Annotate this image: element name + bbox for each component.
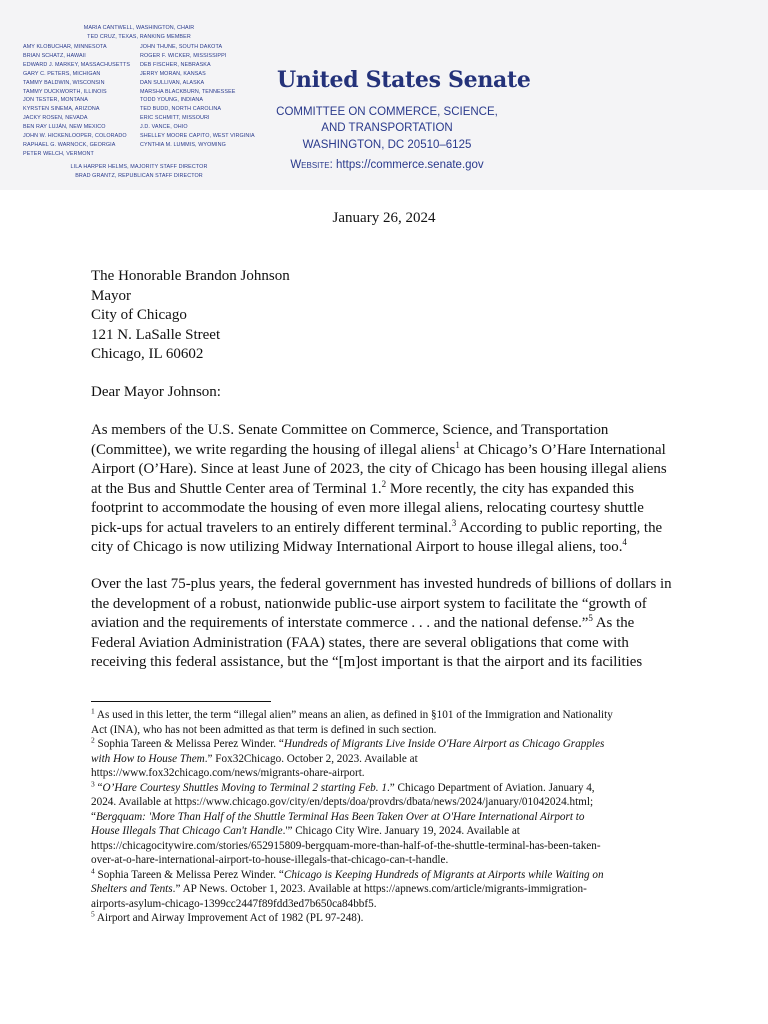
- address-line: City of Chicago: [91, 307, 187, 323]
- article-title: House Illegals That Chicago Can't Handle: [91, 825, 283, 837]
- member-name: TODD YOUNG, INDIANA: [140, 97, 204, 104]
- text-line: [91, 519, 691, 539]
- staff-directors: [0, 163, 278, 181]
- article-title: O’Hare Courtesy Shuttles Moving to Terminal 2 starting Feb. 1: [102, 781, 387, 794]
- body-paragraph-1: [91, 421, 691, 558]
- member-name: ERIC SCHMITT, MISSOURI: [140, 115, 210, 122]
- member-name: TED BUDD, NORTH CAROLINA: [140, 106, 222, 113]
- member-name: JACKY ROSEN, NEVADA: [23, 115, 88, 122]
- member-name: EDWARD J. MARKEY, MASSACHUSETTS: [23, 61, 131, 68]
- footnote-ref: 5: [588, 613, 593, 624]
- text-segment: “: [94, 781, 103, 794]
- article-title: with How to House Them: [91, 752, 205, 765]
- recipient-address: [91, 267, 290, 365]
- committee-line-1: COMMITTEE ON COMMERCE, SCIENCE,: [276, 106, 498, 118]
- text-segment: As used in this letter, the term “illegal alien” means an alien, as defined in §101 of the Immigration and Nationality: [94, 709, 613, 721]
- member-name: MARSHA BLACKBURN, TENNESSEE: [140, 88, 236, 95]
- text-segment: at the Bus and Shuttle Center area of Terminal 1.: [91, 480, 382, 497]
- member-name: JOHN THUNE, SOUTH DAKOTA: [140, 44, 223, 50]
- address-line: Mayor: [91, 287, 131, 304]
- member-name: J.D. VANCE, OHIO: [140, 124, 188, 131]
- member-name: TAMMY DUCKWORTH, ILLINOIS: [23, 88, 107, 95]
- footnote-line: [91, 882, 691, 897]
- footnote-ref: 4: [622, 537, 627, 548]
- text-segment: According to public reporting, the: [456, 519, 663, 536]
- member-name: TAMMY BALDWIN, WISCONSIN: [23, 79, 105, 86]
- website-label: Website:: [290, 159, 333, 171]
- member-name: AMY KLOBUCHAR, MINNESOTA: [23, 44, 107, 50]
- article-title: Hundreds of Migrants Live Inside O'Hare Airport as Chicago Grapples: [283, 738, 605, 750]
- footnote-line: [91, 778, 691, 796]
- text-line: Over the last 75-plus years, the federal government has invested hundreds of billions of dollars in: [91, 576, 672, 592]
- footnote-link[interactable]: airports-asylum-chicago-1399cc2447f89fdd3ed7b650ca84bbf5.: [91, 897, 377, 910]
- article-title: Bergquam: 'More Than Half of the Shuttle Terminal Has Been Taken Over at O'Hare International Airport to: [95, 810, 585, 823]
- letter-date: January 26, 2024: [332, 210, 436, 226]
- text-segment: at Chicago’s O’Hare International: [459, 441, 666, 458]
- text-line: receiving this federal assistance, but the “[m]ost important is that the airport and its facilities: [91, 654, 643, 670]
- text-segment: .” Chicago Department of Aviation. January 4,: [386, 781, 595, 794]
- address-line: 121 N. LaSalle Street: [91, 326, 221, 343]
- footnote-line: [91, 708, 691, 723]
- footnote-number: 3: [91, 778, 95, 788]
- footnote-divider: [91, 701, 271, 702]
- text-segment: As the: [592, 615, 635, 631]
- member-name: CYNTHIA M. LUMMIS, WYOMING: [140, 141, 226, 148]
- footnote-line: [91, 865, 691, 883]
- website-line: [274, 159, 500, 171]
- text-segment: Airport and Airway Improvement Act of 1982 (PL 97-248).: [94, 912, 364, 924]
- footnote-link[interactable]: over-at-o-hare-international-airport-to-house-illegals-that-chicago-can-t-handle.: [91, 854, 449, 866]
- member-name: KYRSTEN SINEMA, ARIZONA: [23, 106, 100, 113]
- members-left-column: [23, 43, 130, 159]
- text-line: [91, 614, 691, 634]
- footnote-link[interactable]: https://www.fox32chicago.com/news/migrants-ohare-airport.: [91, 767, 365, 779]
- text-segment: “: [91, 810, 96, 823]
- member-name: JERRY MORAN, KANSAS: [140, 70, 206, 77]
- member-name: RAPHAEL G. WARNOCK, GEORGIA: [23, 141, 116, 148]
- footnote-line: [91, 824, 691, 839]
- text-segment: pick-ups for actual travelers to an entirely different terminal.: [91, 519, 452, 536]
- address-line: The Honorable Brandon Johnson: [91, 268, 290, 284]
- text-segment: Sophia Tareen & Melissa Perez Winder. “: [94, 868, 284, 881]
- member-name: DAN SULLIVAN, ALASKA: [140, 79, 205, 86]
- footnote-ref: 3: [451, 517, 457, 528]
- body-paragraph-2: [91, 575, 691, 673]
- committee-line-2: AND TRANSPORTATION: [321, 122, 453, 134]
- footnote-number: 2: [91, 735, 95, 745]
- member-name: PETER WELCH, VERMONT: [23, 150, 94, 157]
- member-name: JON TESTER, MONTANA: [23, 97, 88, 104]
- website-url[interactable]: https://commerce.senate.gov: [336, 159, 484, 171]
- majority-staff-director: LILA HARPER HELMS, MAJORITY STAFF DIRECTOR: [70, 164, 208, 170]
- address-line: Chicago, IL 60602: [91, 346, 204, 362]
- text-segment: More recently, the city has expanded this: [386, 480, 635, 497]
- washington-address: WASHINGTON, DC 20510–6125: [302, 139, 472, 151]
- footnote-number: 1: [91, 706, 95, 716]
- member-name: GARY C. PETERS, MICHIGAN: [23, 70, 101, 77]
- text-line: [91, 538, 691, 558]
- footnote-ref: 1: [455, 439, 460, 450]
- text-segment: .” AP News. October 1, 2023. Available at https://apnews.com/article/migrants-immigration-: [172, 883, 587, 895]
- text-line: the development of a robust, nationwide public-use airport system to facilitate the “growth of: [91, 595, 647, 612]
- text-line: Airport (O’Hare). Since at least June of 2023, the city of Chicago has been housing illegal aliens: [91, 461, 667, 477]
- text-segment: Sophia Tareen & Melissa Perez Winder. “: [94, 738, 284, 750]
- member-name: ROGER F. WICKER, MISSISSIPPI: [140, 52, 227, 59]
- text-line: As members of the U.S. Senate Committee on Commerce, Science, and Transportation: [91, 422, 609, 438]
- footnote-link[interactable]: 2024. Available at https://www.chicago.gov/city/en/depts/doa/provdrs/dbata/news/2024/january/01042024.html;: [91, 796, 594, 808]
- text-segment: .'” Chicago City Wire. January 19, 2024. Available at: [282, 825, 520, 837]
- text-line: [91, 480, 691, 500]
- text-line: footprint to accommodate the housing of even more illegal aliens, relocating courtesy shuttle: [91, 500, 644, 516]
- text-segment: .” Fox32Chicago. October 2, 2023. Available at: [204, 752, 418, 765]
- footnote-line: [91, 752, 691, 767]
- committee-leadership: [0, 24, 278, 42]
- text-segment: aviation and the requirements of interstate commerce . . . and the national defense.”: [91, 615, 589, 631]
- chair-line: MARIA CANTWELL, WASHINGTON, CHAIR: [83, 25, 195, 31]
- text-segment: city of Chicago is now utilizing Midway International Airport to house illegal aliens, too.: [91, 539, 623, 555]
- text-line: Federal Aviation Administration (FAA) states, there are several obligations that come with: [91, 634, 629, 651]
- footnote-line: [91, 810, 691, 825]
- footnote-line: [91, 911, 691, 926]
- footnote-number: 4: [91, 865, 95, 875]
- member-name: JOHN W. HICKENLOOPER, COLORADO: [23, 133, 127, 140]
- member-name: BRIAN SCHATZ, HAWAII: [23, 52, 86, 59]
- article-title: Shelters and Tents: [91, 883, 173, 895]
- member-name: BEN RAY LUJÁN, NEW MEXICO: [23, 124, 106, 131]
- letterhead: [0, 0, 768, 190]
- footnote-link[interactable]: https://chicagocitywire.com/stories/652915809-bergquam-more-than-half-of-the-shuttle-terminal-has-been-taken-: [91, 839, 601, 852]
- committee-name: [274, 104, 500, 136]
- ranking-member-line: TED CRUZ, TEXAS, RANKING MEMBER: [87, 33, 191, 40]
- member-name: SHELLEY MOORE CAPITO, WEST VIRGINIA: [140, 133, 255, 140]
- text-segment: (Committee), we write regarding the housing of illegal aliens: [91, 441, 456, 458]
- footnote-number: 5: [91, 909, 95, 919]
- republican-staff-director: BRAD GRANTZ, REPUBLICAN STAFF DIRECTOR: [75, 172, 203, 179]
- footnotes: [91, 708, 691, 926]
- footnote-ref: 2: [381, 478, 387, 489]
- member-name: DEB FISCHER, NEBRASKA: [140, 61, 211, 68]
- salutation: Dear Mayor Johnson:: [91, 384, 221, 400]
- text-line: [91, 441, 691, 461]
- members-right-column: [140, 43, 255, 150]
- footnote-line: [91, 737, 691, 752]
- senate-title: United States Senate: [277, 67, 531, 93]
- footnote-line: Act (INA), who has not been admitted as that term is defined in such section.: [91, 723, 437, 736]
- article-title: Chicago is Keeping Hundreds of Migrants at Airports while Waiting on: [283, 868, 604, 881]
